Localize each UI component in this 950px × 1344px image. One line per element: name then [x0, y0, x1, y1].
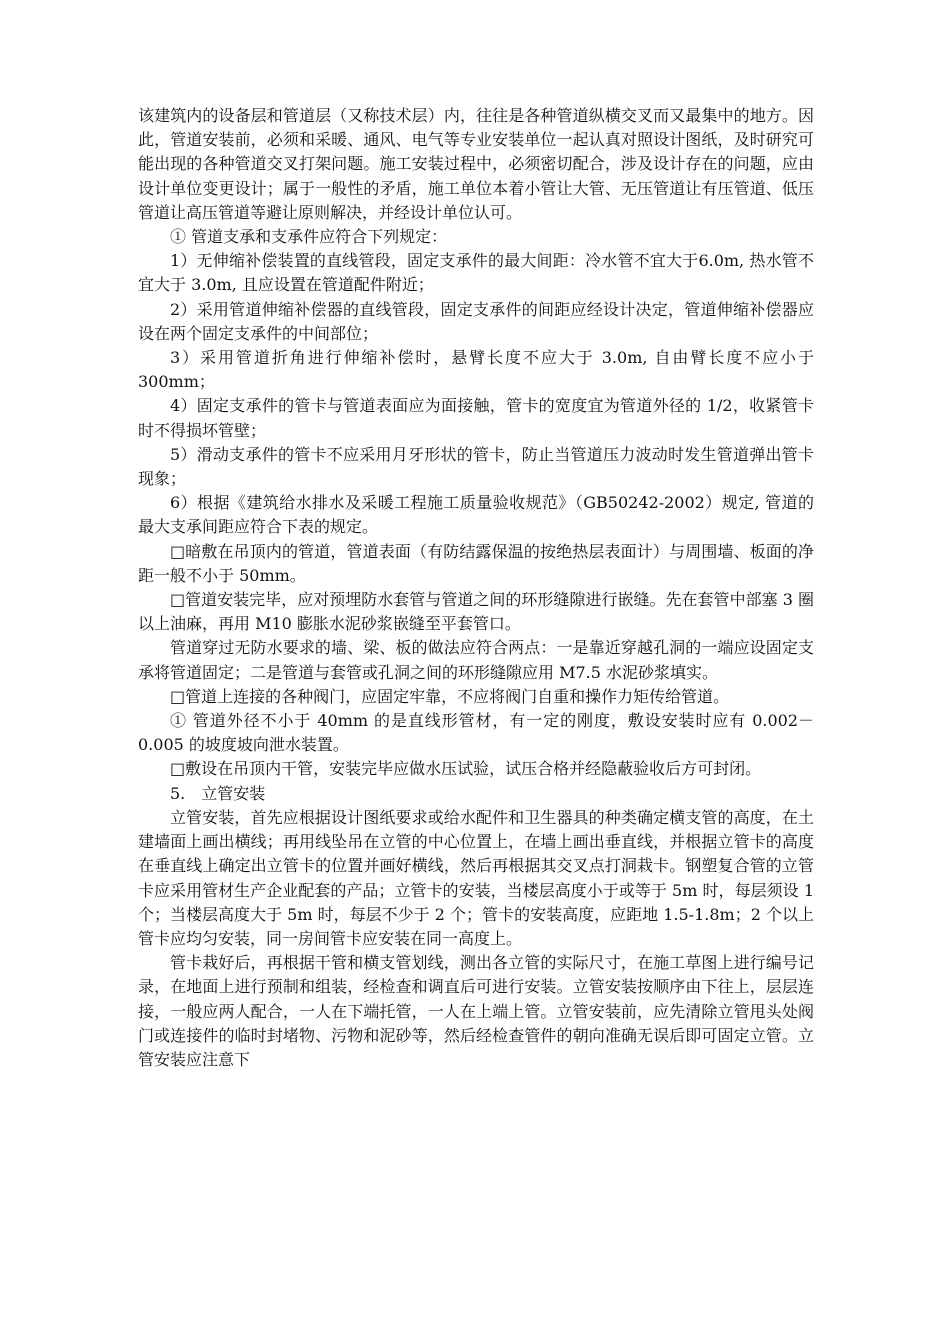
paragraph: 管卡栽好后，再根据干管和横支管划线，测出各立管的实际尺寸，在施工草图上进行编号记录，在地面上进行预制和组装，经检查和调直后可进行安装。立管安装按顺序由下往上，层层连接，一般应两人配合，一人在下端托管，一人在上端上管。立管安装前，应先清除立管甩头处阀门或连接件的临时封堵物、污物和泥砂等，然后经检查管件的朝向准确无误后即可固定立管。立管安装应注意下 — [138, 953, 814, 1069]
paragraph: 3）采用管道折角进行伸缩补偿时，悬臂长度不应大于 3.0m, 自由臂长度不应小于 300mm； — [138, 348, 814, 392]
paragraph: 该建筑内的设备层和管道层（又称技术层）内，往往是各种管道纵横交叉而又最集中的地方。因此，管道安装前，必须和采暖、通风、电气等专业安装单位一起认真对照设计图纸，及时研究可能出现的各种管道交叉打架问题。施工安装过程中，必须密切配合，涉及设计存在的问题，应由设计单位变更设计；属于一般性的矛盾，施工单位本着小管让大管、无压管道让有压管道、低压管道让高压管道等避让原则解决，并经设计单位认可。 — [138, 106, 814, 222]
paragraph: 2）采用管道伸缩补偿器的直线管段，固定支承件的间距应经设计决定，管道伸缩补偿器应设在两个固定支承件的中间部位； — [138, 299, 814, 343]
paragraph: 立管安装，首先应根据设计图纸要求或给水配件和卫生器具的种类确定横支管的高度，在土建墙面上画出横线；再用线坠吊在立管的中心位置上，在墙上画出垂直线，并根据立管卡的高度在垂直线上确定出立管卡的位置并画好横线，然后再根据其交叉点打洞栽卡。钢塑复合管的立管卡应采用管材生产企业配套的产品；立管卡的安装，当楼层高度小于或等于 5m 时，每层须设 1 个；当楼层高度大于 5m 时，每层不少于 2 个；管卡的安装高度，应距地 1.5-1.8m；2 个以上管卡应均匀安装，同一房间管卡应安装在同一高度上。 — [138, 807, 814, 948]
paragraph: 6）根据《建筑给水排水及采暖工程施工质量验收规范》（GB50242-2002）规定, 管道的最大支承间距应符合下表的规定。 — [138, 493, 814, 537]
paragraph: □管道上连接的各种阀门，应固定牢靠，不应将阀门自重和操作力矩传给管道。 — [170, 686, 730, 706]
section-heading: 5. 立管安装 — [170, 783, 266, 803]
paragraph: □暗敷在吊顶内的管道，管道表面（有防结露保温的按绝热层表面计）与周围墙、板面的净距一般不小于 50mm。 — [138, 541, 814, 585]
paragraph: 5）滑动支承件的管卡不应采用月牙形状的管卡，防止当管道压力波动时发生管道弹出管卡现象； — [138, 444, 814, 489]
paragraph: □管道安装完毕，应对预埋防水套管与管道之间的环形缝隙进行嵌缝。先在套管中部塞 3 圈以上油麻，再用 M10 膨胀水泥砂浆嵌缝至平套管口。 — [138, 590, 814, 634]
document-page — [138, 104, 814, 1072]
paragraph: 管道穿过无防水要求的墙、梁、板的做法应符合两点：一是靠近穿越孔洞的一端应设固定支承将管道固定；二是管道与套管或孔洞之间的环形缝隙应用 M7.5 水泥砂浆填实。 — [138, 638, 814, 682]
paragraph: □敷设在吊顶内干管，安装完毕应做水压试验，试压合格并经隐蔽验收后方可封闭。 — [170, 759, 762, 779]
paragraph: ① 管道外径不小于 40mm 的是直线形管材，有一定的刚度，敷设安装时应有 0.002－0.005 的坡度坡向泄水装置。 — [138, 711, 814, 755]
paragraph: 1）无伸缩补偿装置的直线管段，固定支承件的最大间距：冷水管不宜大于6.0m, 热水管不宜大于 3.0m, 且应设置在管道配件附近； — [138, 251, 814, 295]
paragraph: 4）固定支承件的管卡与管道表面应为面接触，管卡的宽度宜为管道外径的 1/2，收紧管卡时不得损坏管壁； — [138, 396, 814, 440]
paragraph: ① 管道支承和支承件应符合下列规定： — [170, 227, 448, 247]
